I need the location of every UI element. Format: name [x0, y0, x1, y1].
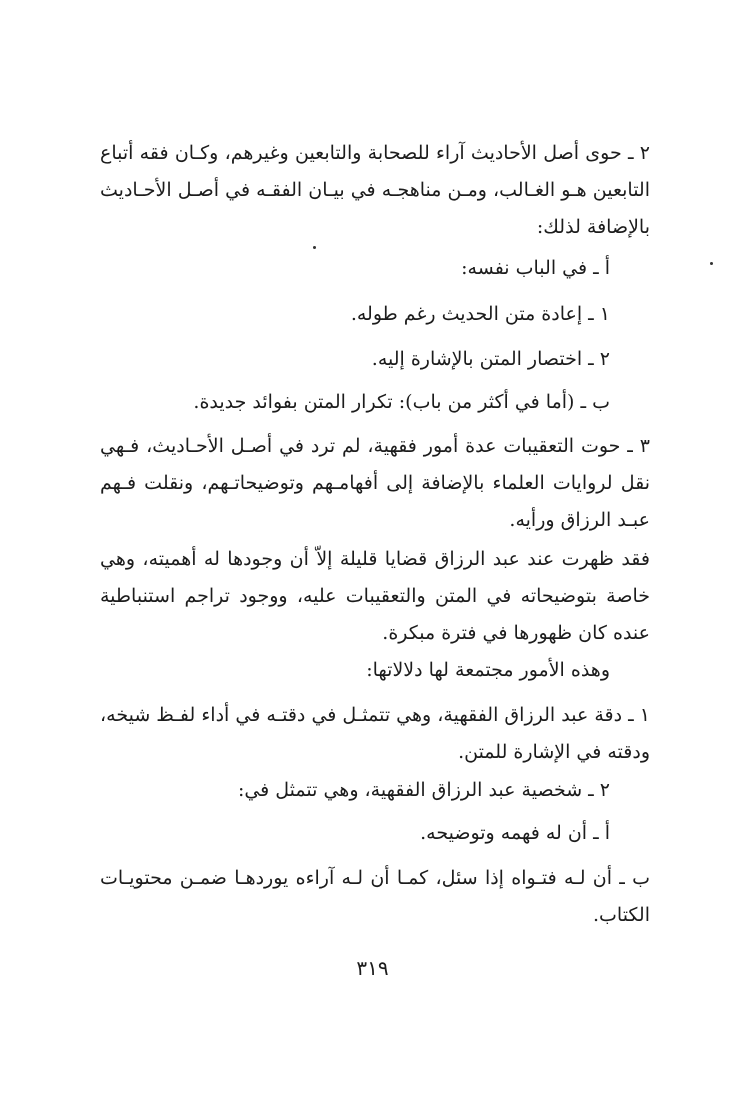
paragraph-abdulrazzaq-issues: فقد ظهرت عند عبد الرزاق قضايا قليلة إلاّ أن وجودها له أهميته، وهي خاصة بتوضيحاته في المتن والتعقيبات عليه، ووجود تراجم استنباطية عنده كان ظهورها في فترة مبكرة.	[100, 548, 650, 644]
item-b-fatwa: ب ـ أن لـه فتـواه إذا سئل، كمـا أن لـه آراءه يوردهـا ضمـن محتويـات الكتاب.	[100, 867, 650, 926]
item-1-repeat-matn: ١ ـ إعادة متن الحديث رغم طوله.	[350, 303, 610, 325]
item-a-understanding: أ ـ أن له فهمه وتوضيحه.	[420, 822, 610, 844]
item-2-shorten-matn: ٢ ـ اختصار المتن بالإشارة إليه.	[371, 348, 610, 370]
paragraph-implications: وهذه الأمور مجتمعة لها دلالاتها:	[366, 659, 610, 681]
item-2-personality: ٢ ـ شخصية عبد الرزاق الفقهية، وهي تتمثل في:	[237, 779, 610, 801]
print-speck	[313, 246, 316, 249]
print-speck	[710, 262, 713, 265]
page-number: ٣١٩	[356, 956, 389, 980]
item-1-precision: ١ ـ دقة عبد الرزاق الفقهية، وهي تتمثـل في دقتـه في أداء لفـظ شيخه، ودقته في الإشارة للمتن.	[100, 704, 650, 763]
item-a-same-chapter: أ ـ في الباب نفسه:	[461, 257, 610, 279]
paragraph-2-hawa: ٢ ـ حوى أصل الأحاديث آراء للصحابة والتابعين وغيرهم، وكـان فقه أتباع التابعين هـو الغـالب، ومـن مناهجـه في بيـان الفقـه في أصـل الأحـاديث بالإضافة لذلك:	[100, 142, 650, 238]
paragraph-3-taqibat: ٣ ـ حوت التعقيبات عدة أمور فقهية، لم ترد في أصـل الأحـاديث، فـهي نقل لروايات العلماء بالإضافة إلى أفهامـهم وتوضيحاتـهم، ونقلت فـهم عبـد الرزاق ورأيه.	[100, 435, 650, 531]
item-b-multiple-chapters: ب ـ (أما في أكثر من باب): تكرار المتن بفوائد جديدة.	[193, 391, 610, 413]
